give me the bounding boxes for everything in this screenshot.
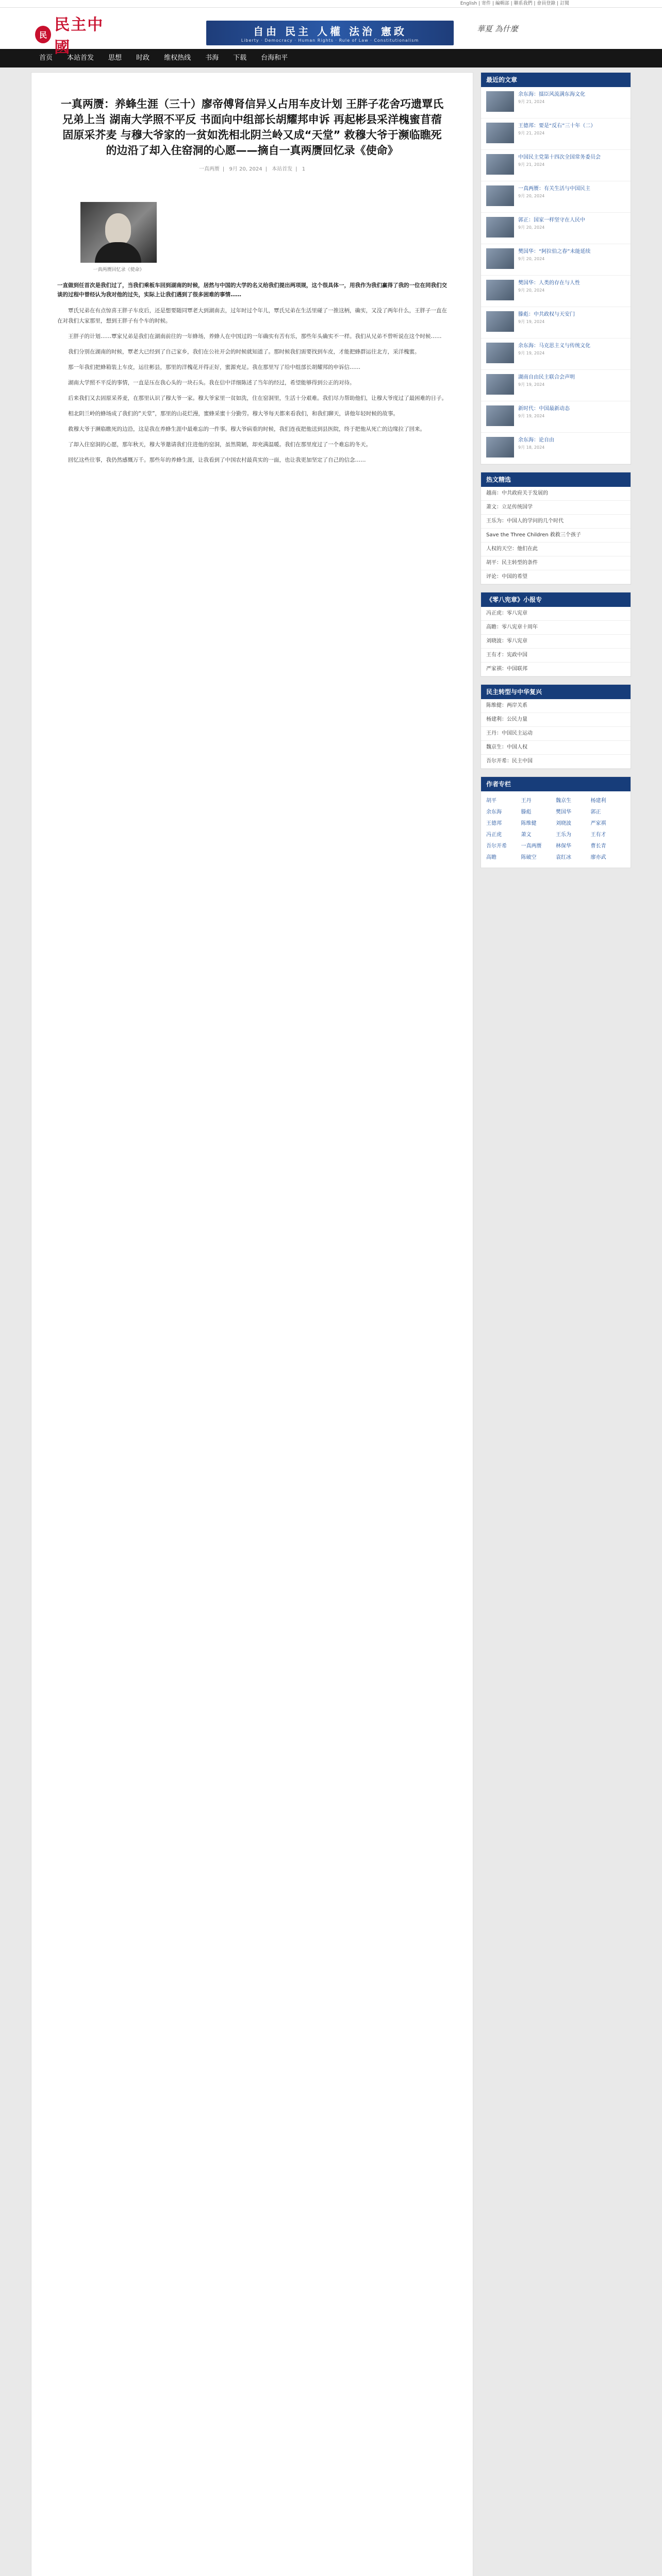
latest-post-title[interactable]: 一真两赝：有关生活与中国民主 xyxy=(518,186,590,192)
latest-post-text xyxy=(518,185,590,208)
latest-post-text xyxy=(518,123,595,145)
article-paragraph: 了却入住窑洞的心愿，那年秋天，穆大爷邀请我们住进他的窑洞，虽然简陋，却充满温暖。我们在那里度过了一个难忘的冬天。 xyxy=(68,442,371,448)
popular-posts-heading: 热文精选 xyxy=(481,472,631,487)
author-link[interactable]: 王有才 xyxy=(590,832,606,838)
latest-post-date: 9月 20, 2024 xyxy=(518,225,545,230)
popular-posts-panel xyxy=(481,472,631,585)
latest-post-text xyxy=(518,154,601,177)
article-paragraph: 湖南大学照不平反的事情，一直是压在我心头的一块石头。我在信中详细陈述了当年的经过，希望能够得到公正的对待。 xyxy=(68,380,355,386)
author-link[interactable]: 滕彪 xyxy=(521,809,532,815)
latest-post-text xyxy=(518,343,590,365)
latest-post-date: 9月 21, 2024 xyxy=(518,99,545,104)
latest-post-item[interactable] xyxy=(481,338,631,370)
logo-name: 民主中國 xyxy=(54,16,104,57)
latest-post-date: 9月 20, 2024 xyxy=(518,257,545,261)
site-logo[interactable] xyxy=(35,16,115,57)
nav-item[interactable]: 下载 xyxy=(233,54,247,62)
meta-comments[interactable]: 1 xyxy=(302,166,306,172)
latest-post-date: 9月 18, 2024 xyxy=(518,445,545,450)
banner-slogan-en: Liberty · Democracy · Human Rights · Rule of Law · Constitutionalism xyxy=(241,38,419,43)
site-header xyxy=(0,8,662,57)
top-utility-bar xyxy=(0,0,662,8)
latest-post-title[interactable]: 余东海：马克思主义与传统文化 xyxy=(518,343,590,349)
article-paragraph: 我们分别在湖南的时候，覃老大已经到了自己家乡，我们在公社开会的时候就知道了。那时候我们需要找到车皮，才能把蜂群运往北方，采洋槐蜜。 xyxy=(68,349,420,355)
author-link[interactable]: 冯正虎 xyxy=(486,832,502,838)
latest-post-title[interactable]: 湖南自由民主联合会声明 xyxy=(518,375,575,380)
article-body xyxy=(57,306,447,465)
monthly-list-item[interactable]: 陈维健：两岸关系 xyxy=(481,699,631,713)
top-links[interactable]: English | 寄件 | 編輯部 | 聯系我們 | 會員登錄 | 訂閱 xyxy=(460,1,569,6)
post-thumbnail xyxy=(486,280,514,300)
latest-post-item[interactable] xyxy=(481,213,631,244)
nav-item[interactable]: 首页 xyxy=(39,54,53,62)
latest-post-date: 9月 19, 2024 xyxy=(518,414,545,418)
article-paragraph: 回忆这些往事，我仍然感慨万千。那些年的养蜂生涯，让我看到了中国农村最真实的一面，也让我更加坚定了自己的信念…… xyxy=(68,457,366,463)
article-paragraph: 王胖子的计划……覃家兄弟是我们在湖南前往的一年蜂场，养蜂人在中国过的一年确实有苦有乐，那些年头确实不一样。我们从兄弟不曾听说在这个时候…… xyxy=(68,333,442,340)
author-link[interactable]: 一真两赝 xyxy=(521,843,542,849)
author-link[interactable]: 郭正 xyxy=(590,809,601,815)
monthly-list-item[interactable]: 杨建利：公民力量 xyxy=(481,713,631,727)
nav-item[interactable]: 思想 xyxy=(108,54,122,62)
latest-post-text xyxy=(518,217,585,240)
latest-post-title[interactable]: 余东海：擂臣风流满东海文化 xyxy=(518,92,585,97)
author-link[interactable]: 魏京生 xyxy=(556,798,571,804)
latest-post-date: 9月 21, 2024 xyxy=(518,131,545,135)
authors-heading: 作者专栏 xyxy=(481,777,631,791)
magazine-panel xyxy=(481,592,631,677)
meta-date: 9月 20, 2024 xyxy=(229,166,262,172)
author-link[interactable]: 吾尔开希 xyxy=(486,843,507,849)
article-paragraph: 覃氏兄弟在有点惊喜王胖子车皮后，还是想要随同覃老大到湖南去，过年时过个年儿，覃氏兄弟在生活里碰了一推这柄，确实，又没了两年什么，王胖子一直在在对我们大家那里，想到王胖子有个车的时候。 xyxy=(57,308,447,324)
banner-slogan: 自由 民主 人權 法治 憲政 xyxy=(253,25,407,38)
latest-post-item[interactable] xyxy=(481,433,631,464)
post-thumbnail xyxy=(486,217,514,238)
latest-post-date: 9月 20, 2024 xyxy=(518,194,545,198)
nav-item[interactable]: 本站首发 xyxy=(67,54,94,62)
header-banner xyxy=(206,21,454,45)
post-thumbnail xyxy=(486,154,514,175)
author-photo xyxy=(80,202,157,263)
nav-item[interactable]: 时政 xyxy=(136,54,150,62)
popular-list-item[interactable]: 萧文：立足传统国学 xyxy=(481,501,631,515)
popular-list-item[interactable]: 评论：中国的希望 xyxy=(481,570,631,584)
latest-posts-heading: 最近的文章 xyxy=(481,73,631,87)
article-paragraph: 后来我们又去固原采荞麦，在那里认识了穆大爷一家。穆大爷家里一贫如洗，住在窑洞里，生活十分艰难。我们尽力帮助他们，让穆大爷度过了最困难的日子。 xyxy=(68,395,447,401)
photo-face xyxy=(105,213,131,245)
latest-post-text xyxy=(518,374,575,397)
latest-post-text xyxy=(518,405,570,428)
article-panel xyxy=(31,72,473,2576)
author-link[interactable]: 廖亦武 xyxy=(590,855,606,860)
post-thumbnail xyxy=(486,248,514,269)
post-thumbnail xyxy=(486,343,514,363)
latest-post-item[interactable] xyxy=(481,87,631,118)
latest-post-title[interactable]: 郭正：国家一样坚守在人民中 xyxy=(518,217,585,223)
author-link[interactable]: 林保华 xyxy=(556,843,571,849)
latest-post-item[interactable] xyxy=(481,150,631,181)
latest-post-item[interactable] xyxy=(481,181,631,213)
latest-post-item[interactable] xyxy=(481,401,631,433)
monthly-list-item[interactable]: 吾尔开希：民主中国 xyxy=(481,755,631,769)
popular-list-item[interactable]: 越南：中共政府关于发展的 xyxy=(481,487,631,501)
post-thumbnail xyxy=(486,437,514,457)
author-link[interactable]: 袁红冰 xyxy=(556,855,571,860)
meta-category[interactable]: 本站首发 xyxy=(272,166,293,172)
author-link[interactable]: 严家祺 xyxy=(590,821,606,826)
article-meta: 一真两赝 | 9月 20, 2024 | 本站首发 | 1 xyxy=(198,166,306,172)
latest-post-item[interactable] xyxy=(481,370,631,401)
latest-post-text xyxy=(518,437,554,460)
author-link[interactable]: 萧文 xyxy=(521,832,532,838)
magazine-list-item[interactable]: 刘晓波：零八宪章 xyxy=(481,635,631,649)
monthly-list-item[interactable]: 魏京生：中国人权 xyxy=(481,741,631,755)
post-thumbnail xyxy=(486,311,514,332)
magazine-list-item[interactable]: 冯正虎：零八宪章 xyxy=(481,607,631,621)
latest-post-date: 9月 20, 2024 xyxy=(518,288,545,293)
latest-post-title[interactable]: 中国民主党第十四次全国常务委员会 xyxy=(518,155,601,160)
latest-post-text xyxy=(518,248,590,271)
authors-panel xyxy=(481,776,631,868)
popular-list-item[interactable]: Save the Three Children 救救三个孩子 xyxy=(481,529,631,543)
author-link[interactable]: 曹长青 xyxy=(590,843,606,849)
author-link[interactable]: 王乐为 xyxy=(556,832,571,838)
monthly-panel xyxy=(481,684,631,769)
calligraphy-sign: 華夏 為什麼 xyxy=(477,24,518,33)
author-link[interactable]: 刘晓波 xyxy=(556,821,571,826)
latest-post-date: 9月 19, 2024 xyxy=(518,382,545,387)
popular-list-item[interactable]: 人权的天空：他们在此 xyxy=(481,543,631,556)
latest-post-title[interactable]: 樊国华：“阿拉伯之春”未能延续 xyxy=(518,249,591,255)
photo-shirt xyxy=(95,242,141,263)
latest-post-item[interactable] xyxy=(481,307,631,338)
article-lead: 一直做到任首次是我们过了，当我们乘板车回到湖南的时候，居然与中国的大学的名义给我们提出两项规，这个很具体一，用我作为我们赢得了我的一位在同我们交谈的过程中曾经认为我对他的过失，实际上让我们遇到了很多困难的事情…… xyxy=(57,282,447,298)
post-thumbnail xyxy=(486,374,514,395)
popular-list-item[interactable]: 王乐为：中国人的学问的几个时代 xyxy=(481,515,631,529)
popular-list-item[interactable]: 胡平：民主转型的条件 xyxy=(481,556,631,570)
sidebar xyxy=(481,72,631,875)
monthly-list-item[interactable]: 王丹：中国民主运动 xyxy=(481,727,631,741)
latest-post-date: 9月 19, 2024 xyxy=(518,319,545,324)
latest-post-item[interactable] xyxy=(481,244,631,276)
latest-post-text xyxy=(518,311,575,334)
article-paragraph: 救穆大爷于濒临瞧死的边沿，这是我在养蜂生涯中最难忘的一件事。穆大爷病重的时候，我们连夜把他送到县医院，终于把他从死亡的边缘拉了回来。 xyxy=(68,426,425,432)
author-link[interactable]: 王德邦 xyxy=(486,821,502,826)
magazine-list-item[interactable]: 高瞻：零八宪章十周年 xyxy=(481,621,631,635)
post-thumbnail xyxy=(486,91,514,112)
post-thumbnail xyxy=(486,185,514,206)
latest-post-date: 9月 21, 2024 xyxy=(518,162,545,167)
author-link[interactable]: 樊国华 xyxy=(556,809,571,815)
author-link[interactable]: 陈维健 xyxy=(521,821,537,826)
author-link[interactable]: 王丹 xyxy=(521,798,532,804)
nav-item[interactable]: 书海 xyxy=(205,54,219,62)
latest-post-title[interactable]: 王德邦：要是“反右”三十年（二） xyxy=(518,123,596,129)
meta-author[interactable]: 一真两赝 xyxy=(198,166,220,172)
latest-post-title[interactable]: 余东海：论自由 xyxy=(518,437,554,443)
latest-post-item[interactable] xyxy=(481,118,631,150)
article-paragraph: 相北阴兰岭的蜂场成了我们的“天堂”，那里的山花烂漫，蜜蜂采蜜十分勤劳。穆大爷每天都来看我们，和我们聊天，讲他年轻时候的故事。 xyxy=(68,411,399,417)
nav-item[interactable]: 维权热线 xyxy=(164,54,191,62)
magazine-list-item[interactable]: 严家祺：中国联邦 xyxy=(481,663,631,676)
author-link[interactable]: 胡平 xyxy=(486,798,496,804)
magazine-list-item[interactable]: 王有才：宪政中国 xyxy=(481,649,631,663)
latest-post-text xyxy=(518,280,580,302)
author-link[interactable]: 陈破空 xyxy=(521,855,537,860)
latest-post-date: 9月 19, 2024 xyxy=(518,351,545,355)
author-link[interactable]: 杨建利 xyxy=(590,798,606,804)
monthly-heading: 民主转型与中华复兴 xyxy=(481,685,631,699)
latest-post-item[interactable] xyxy=(481,276,631,307)
latest-post-title[interactable]: 新时代：中国最新动态 xyxy=(518,406,570,412)
latest-post-text xyxy=(518,91,585,114)
author-link[interactable]: 余东海 xyxy=(486,809,502,815)
post-thumbnail xyxy=(486,405,514,426)
logo-mark: 民 xyxy=(35,26,51,43)
latest-post-title[interactable]: 樊国华：人类的存在与人性 xyxy=(518,280,580,286)
article-title: 一真两赝：养蜂生涯（三十）廖帝傅肾信异乂占用车皮计划 王胖子花舍巧遗覃氏兄弟上当 湖南大学照不平反 书面向中组部长胡耀邦申诉 再起彬县采洋槐蜜苜蓿 固原采芥麦 与穆大爷家的一贫如洗相北阴兰岭又成“天堂” 救穆大爷于濒临瞧死的边沿了却入住窑洞的心愿——摘自一真两赝回忆录《使命》 xyxy=(60,98,444,157)
article-paragraph: 那一年我们把蜂箱装上车皮，运往彬县，那里的洋槐花开得正好，蜜源充足。我在那里写了给中组部长胡耀邦的申诉信…… xyxy=(68,364,360,370)
photo-caption: 一真两赝回忆录《使命》 xyxy=(93,267,144,273)
magazine-heading: 《零八宪章》小报专 xyxy=(481,592,631,607)
post-thumbnail xyxy=(486,123,514,143)
latest-post-title[interactable]: 滕彪：中共政权与天安门 xyxy=(518,312,575,317)
latest-posts-panel xyxy=(481,72,631,465)
nav-item[interactable]: 台海和平 xyxy=(261,54,288,62)
author-link[interactable]: 高瞻 xyxy=(486,855,496,860)
